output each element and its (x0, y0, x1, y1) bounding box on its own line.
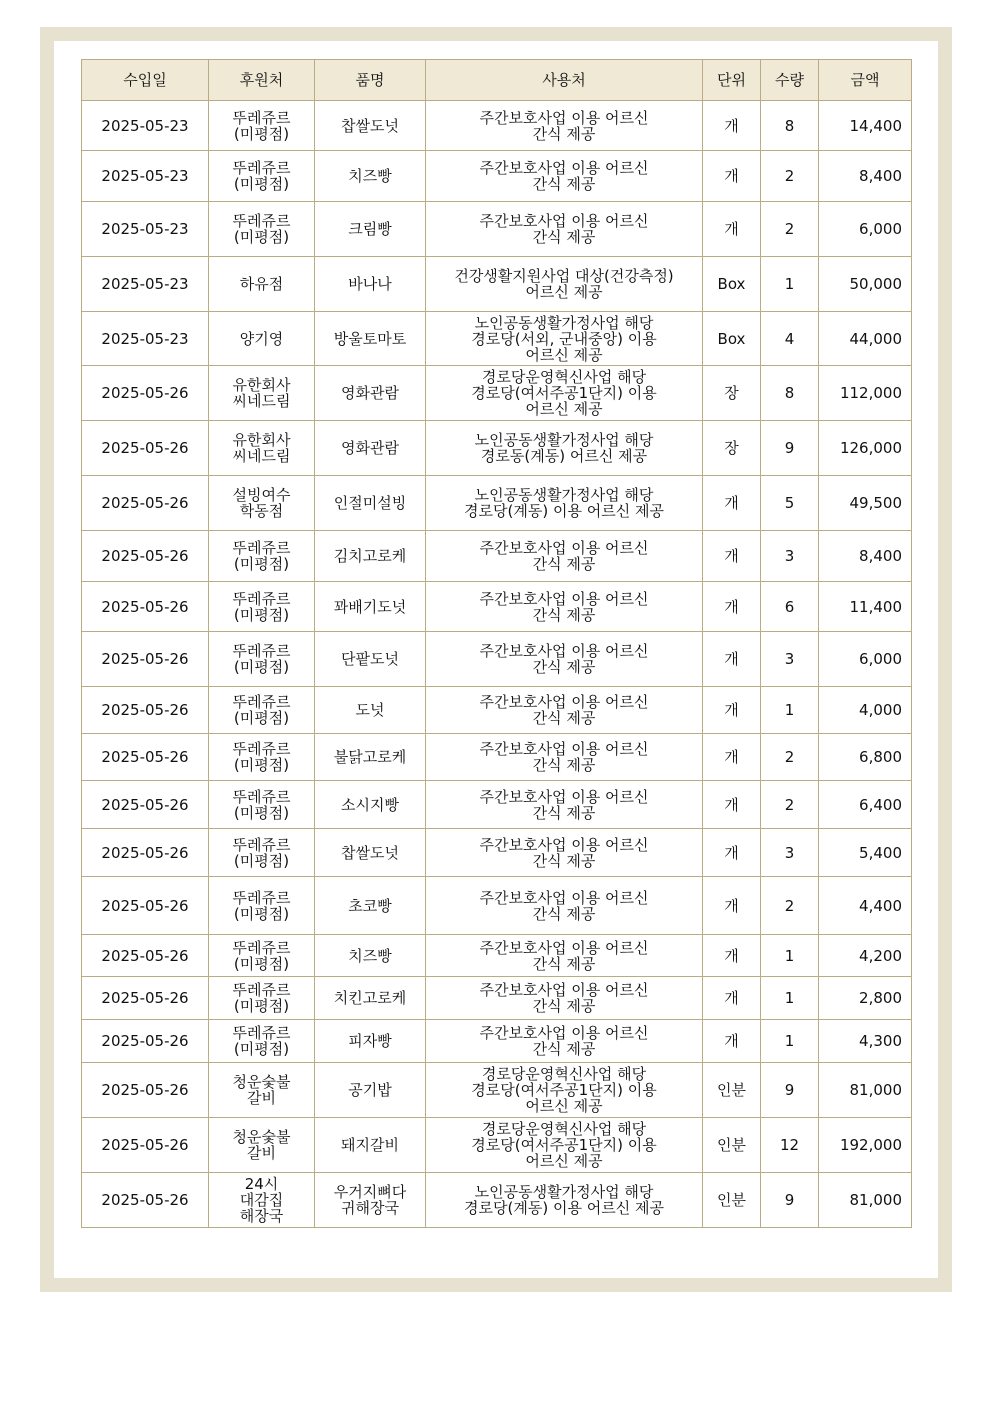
header-item: 품명 (315, 60, 426, 101)
cell-usage: 주간보호사업 이용 어르신 간식 제공 (426, 101, 703, 151)
table-row (82, 312, 912, 366)
table-row (82, 582, 912, 632)
cell-usage: 경로당운영혁신사업 해당 경로당(여서주공1단지) 이용 어르신 제공 (426, 1063, 703, 1118)
cell-amount: 44,000 (819, 312, 912, 366)
cell-amount: 81,000 (819, 1173, 912, 1228)
cell-donor: 뚜레쥬르 (미평점) (209, 935, 315, 977)
header-date: 수입일 (82, 60, 209, 101)
table-row (82, 151, 912, 202)
cell-unit: 개 (703, 977, 761, 1020)
cell-usage: 주간보호사업 이용 어르신 간식 제공 (426, 687, 703, 734)
cell-usage: 주간보호사업 이용 어르신 간식 제공 (426, 151, 703, 202)
table-row (82, 257, 912, 312)
cell-amount: 2,800 (819, 977, 912, 1020)
table-row (82, 1118, 912, 1173)
cell-unit: 개 (703, 1020, 761, 1063)
cell-item: 꽈배기도넛 (315, 582, 426, 632)
header-usage: 사용처 (426, 60, 703, 101)
cell-unit: 개 (703, 687, 761, 734)
cell-qty: 2 (761, 202, 819, 257)
cell-unit: 장 (703, 421, 761, 476)
cell-date: 2025-05-26 (82, 734, 209, 781)
cell-item: 치즈빵 (315, 151, 426, 202)
cell-donor: 뚜레쥬르 (미평점) (209, 977, 315, 1020)
cell-date: 2025-05-26 (82, 1020, 209, 1063)
cell-amount: 4,400 (819, 877, 912, 935)
cell-qty: 2 (761, 877, 819, 935)
cell-date: 2025-05-23 (82, 101, 209, 151)
cell-item: 찹쌀도넛 (315, 829, 426, 877)
cell-qty: 8 (761, 366, 819, 421)
table-row (82, 476, 912, 531)
cell-donor: 뚜레쥬르 (미평점) (209, 1020, 315, 1063)
cell-unit: 인분 (703, 1118, 761, 1173)
cell-donor: 설빙여수 학동점 (209, 476, 315, 531)
cell-donor: 뚜레쥬르 (미평점) (209, 632, 315, 687)
cell-donor: 뚜레쥬르 (미평점) (209, 877, 315, 935)
donation-table (81, 59, 912, 1228)
cell-usage: 노인공동생활가정사업 해당 경로동(계동) 어르신 제공 (426, 421, 703, 476)
cell-unit: 개 (703, 531, 761, 582)
cell-unit: 개 (703, 632, 761, 687)
cell-date: 2025-05-26 (82, 1118, 209, 1173)
cell-amount: 6,000 (819, 632, 912, 687)
cell-qty: 3 (761, 632, 819, 687)
cell-date: 2025-05-26 (82, 476, 209, 531)
cell-item: 피자빵 (315, 1020, 426, 1063)
cell-amount: 112,000 (819, 366, 912, 421)
table-row (82, 781, 912, 829)
cell-qty: 1 (761, 935, 819, 977)
cell-qty: 1 (761, 257, 819, 312)
cell-date: 2025-05-26 (82, 935, 209, 977)
cell-date: 2025-05-26 (82, 877, 209, 935)
table-row (82, 1173, 912, 1228)
cell-qty: 9 (761, 1063, 819, 1118)
cell-donor: 뚜레쥬르 (미평점) (209, 582, 315, 632)
cell-date: 2025-05-23 (82, 202, 209, 257)
table-row (82, 877, 912, 935)
cell-item: 우거지뼈다 귀해장국 (315, 1173, 426, 1228)
cell-usage: 경로당운영혁신사업 해당 경로당(여서주공1단지) 이용 어르신 제공 (426, 1118, 703, 1173)
cell-item: 치즈빵 (315, 935, 426, 977)
cell-unit: 개 (703, 151, 761, 202)
table-row (82, 734, 912, 781)
table-row (82, 101, 912, 151)
cell-usage: 주간보호사업 이용 어르신 간식 제공 (426, 977, 703, 1020)
table-row (82, 687, 912, 734)
cell-date: 2025-05-23 (82, 151, 209, 202)
cell-date: 2025-05-26 (82, 977, 209, 1020)
cell-item: 인절미설빙 (315, 476, 426, 531)
cell-qty: 3 (761, 531, 819, 582)
cell-date: 2025-05-23 (82, 257, 209, 312)
cell-unit: 인분 (703, 1063, 761, 1118)
table-row (82, 202, 912, 257)
cell-unit: 개 (703, 935, 761, 977)
table-row (82, 632, 912, 687)
cell-usage: 노인공동생활가정사업 해당 경로당(계동) 이용 어르신 제공 (426, 1173, 703, 1228)
cell-unit: 개 (703, 582, 761, 632)
cell-item: 크림빵 (315, 202, 426, 257)
cell-qty: 2 (761, 734, 819, 781)
cell-qty: 8 (761, 101, 819, 151)
cell-amount: 192,000 (819, 1118, 912, 1173)
cell-date: 2025-05-26 (82, 829, 209, 877)
cell-qty: 1 (761, 977, 819, 1020)
cell-donor: 24시 대감집 해장국 (209, 1173, 315, 1228)
cell-unit: 인분 (703, 1173, 761, 1228)
cell-date: 2025-05-26 (82, 687, 209, 734)
cell-donor: 양기영 (209, 312, 315, 366)
cell-donor: 청운숯불 갈비 (209, 1063, 315, 1118)
cell-item: 단팥도넛 (315, 632, 426, 687)
table-row (82, 531, 912, 582)
cell-usage: 노인공동생활가정사업 해당 경로당(계동) 이용 어르신 제공 (426, 476, 703, 531)
cell-unit: 개 (703, 877, 761, 935)
cell-donor: 뚜레쥬르 (미평점) (209, 829, 315, 877)
cell-date: 2025-05-23 (82, 312, 209, 366)
cell-donor: 유한회사 씨네드림 (209, 366, 315, 421)
cell-qty: 5 (761, 476, 819, 531)
cell-amount: 4,000 (819, 687, 912, 734)
table-row (82, 1063, 912, 1118)
cell-usage: 주간보호사업 이용 어르신 간식 제공 (426, 829, 703, 877)
cell-donor: 뚜레쥬르 (미평점) (209, 781, 315, 829)
cell-qty: 2 (761, 781, 819, 829)
cell-usage: 주간보호사업 이용 어르신 간식 제공 (426, 734, 703, 781)
header-row (82, 60, 912, 101)
cell-qty: 9 (761, 1173, 819, 1228)
cell-unit: 개 (703, 829, 761, 877)
cell-qty: 3 (761, 829, 819, 877)
cell-qty: 6 (761, 582, 819, 632)
cell-qty: 4 (761, 312, 819, 366)
cell-donor: 뚜레쥬르 (미평점) (209, 687, 315, 734)
cell-item: 돼지갈비 (315, 1118, 426, 1173)
table-row (82, 366, 912, 421)
cell-donor: 하유점 (209, 257, 315, 312)
cell-qty: 1 (761, 687, 819, 734)
cell-amount: 50,000 (819, 257, 912, 312)
cell-usage: 건강생활지원사업 대상(건강측정) 어르신 제공 (426, 257, 703, 312)
cell-qty: 1 (761, 1020, 819, 1063)
cell-item: 초코빵 (315, 877, 426, 935)
cell-amount: 5,400 (819, 829, 912, 877)
cell-usage: 주간보호사업 이용 어르신 간식 제공 (426, 632, 703, 687)
cell-unit: Box (703, 257, 761, 312)
table-row (82, 421, 912, 476)
cell-amount: 14,400 (819, 101, 912, 151)
cell-unit: 개 (703, 101, 761, 151)
table-row (82, 935, 912, 977)
table-row (82, 829, 912, 877)
cell-amount: 126,000 (819, 421, 912, 476)
cell-item: 영화관람 (315, 421, 426, 476)
cell-usage: 주간보호사업 이용 어르신 간식 제공 (426, 877, 703, 935)
cell-date: 2025-05-26 (82, 421, 209, 476)
cell-amount: 4,300 (819, 1020, 912, 1063)
cell-unit: 개 (703, 781, 761, 829)
cell-usage: 경로당운영혁신사업 해당 경로당(여서주공1단지) 이용 어르신 제공 (426, 366, 703, 421)
cell-usage: 노인공동생활가정사업 해당 경로당(서외, 군내중앙) 이용 어르신 제공 (426, 312, 703, 366)
cell-donor: 뚜레쥬르 (미평점) (209, 531, 315, 582)
cell-amount: 8,400 (819, 531, 912, 582)
cell-date: 2025-05-26 (82, 781, 209, 829)
cell-date: 2025-05-26 (82, 582, 209, 632)
cell-amount: 8,400 (819, 151, 912, 202)
cell-amount: 4,200 (819, 935, 912, 977)
cell-item: 바나나 (315, 257, 426, 312)
cell-amount: 11,400 (819, 582, 912, 632)
cell-donor: 뚜레쥬르 (미평점) (209, 202, 315, 257)
cell-usage: 주간보호사업 이용 어르신 간식 제공 (426, 935, 703, 977)
cell-usage: 주간보호사업 이용 어르신 간식 제공 (426, 1020, 703, 1063)
cell-amount: 6,400 (819, 781, 912, 829)
cell-donor: 뚜레쥬르 (미평점) (209, 151, 315, 202)
cell-amount: 49,500 (819, 476, 912, 531)
cell-date: 2025-05-26 (82, 366, 209, 421)
cell-item: 치킨고로케 (315, 977, 426, 1020)
cell-unit: 개 (703, 476, 761, 531)
cell-qty: 12 (761, 1118, 819, 1173)
cell-unit: Box (703, 312, 761, 366)
header-unit: 단위 (703, 60, 761, 101)
cell-unit: 개 (703, 734, 761, 781)
cell-item: 공기밥 (315, 1063, 426, 1118)
cell-item: 소시지빵 (315, 781, 426, 829)
cell-item: 영화관람 (315, 366, 426, 421)
cell-date: 2025-05-26 (82, 1063, 209, 1118)
cell-donor: 유한회사 씨네드림 (209, 421, 315, 476)
cell-item: 도넛 (315, 687, 426, 734)
cell-qty: 9 (761, 421, 819, 476)
cell-date: 2025-05-26 (82, 632, 209, 687)
header-donor: 후원처 (209, 60, 315, 101)
cell-donor: 뚜레쥬르 (미평점) (209, 734, 315, 781)
cell-amount: 81,000 (819, 1063, 912, 1118)
cell-unit: 장 (703, 366, 761, 421)
cell-usage: 주간보호사업 이용 어르신 간식 제공 (426, 781, 703, 829)
cell-usage: 주간보호사업 이용 어르신 간식 제공 (426, 202, 703, 257)
header-qty: 수량 (761, 60, 819, 101)
cell-usage: 주간보호사업 이용 어르신 간식 제공 (426, 582, 703, 632)
cell-donor: 청운숯불 갈비 (209, 1118, 315, 1173)
cell-qty: 2 (761, 151, 819, 202)
cell-item: 김치고로케 (315, 531, 426, 582)
cell-date: 2025-05-26 (82, 531, 209, 582)
cell-unit: 개 (703, 202, 761, 257)
table-row (82, 977, 912, 1020)
cell-date: 2025-05-26 (82, 1173, 209, 1228)
cell-item: 찹쌀도넛 (315, 101, 426, 151)
cell-usage: 주간보호사업 이용 어르신 간식 제공 (426, 531, 703, 582)
cell-item: 불닭고로케 (315, 734, 426, 781)
cell-item: 방울토마토 (315, 312, 426, 366)
table-row (82, 1020, 912, 1063)
cell-amount: 6,000 (819, 202, 912, 257)
cell-donor: 뚜레쥬르 (미평점) (209, 101, 315, 151)
header-amount: 금액 (819, 60, 912, 101)
cell-amount: 6,800 (819, 734, 912, 781)
